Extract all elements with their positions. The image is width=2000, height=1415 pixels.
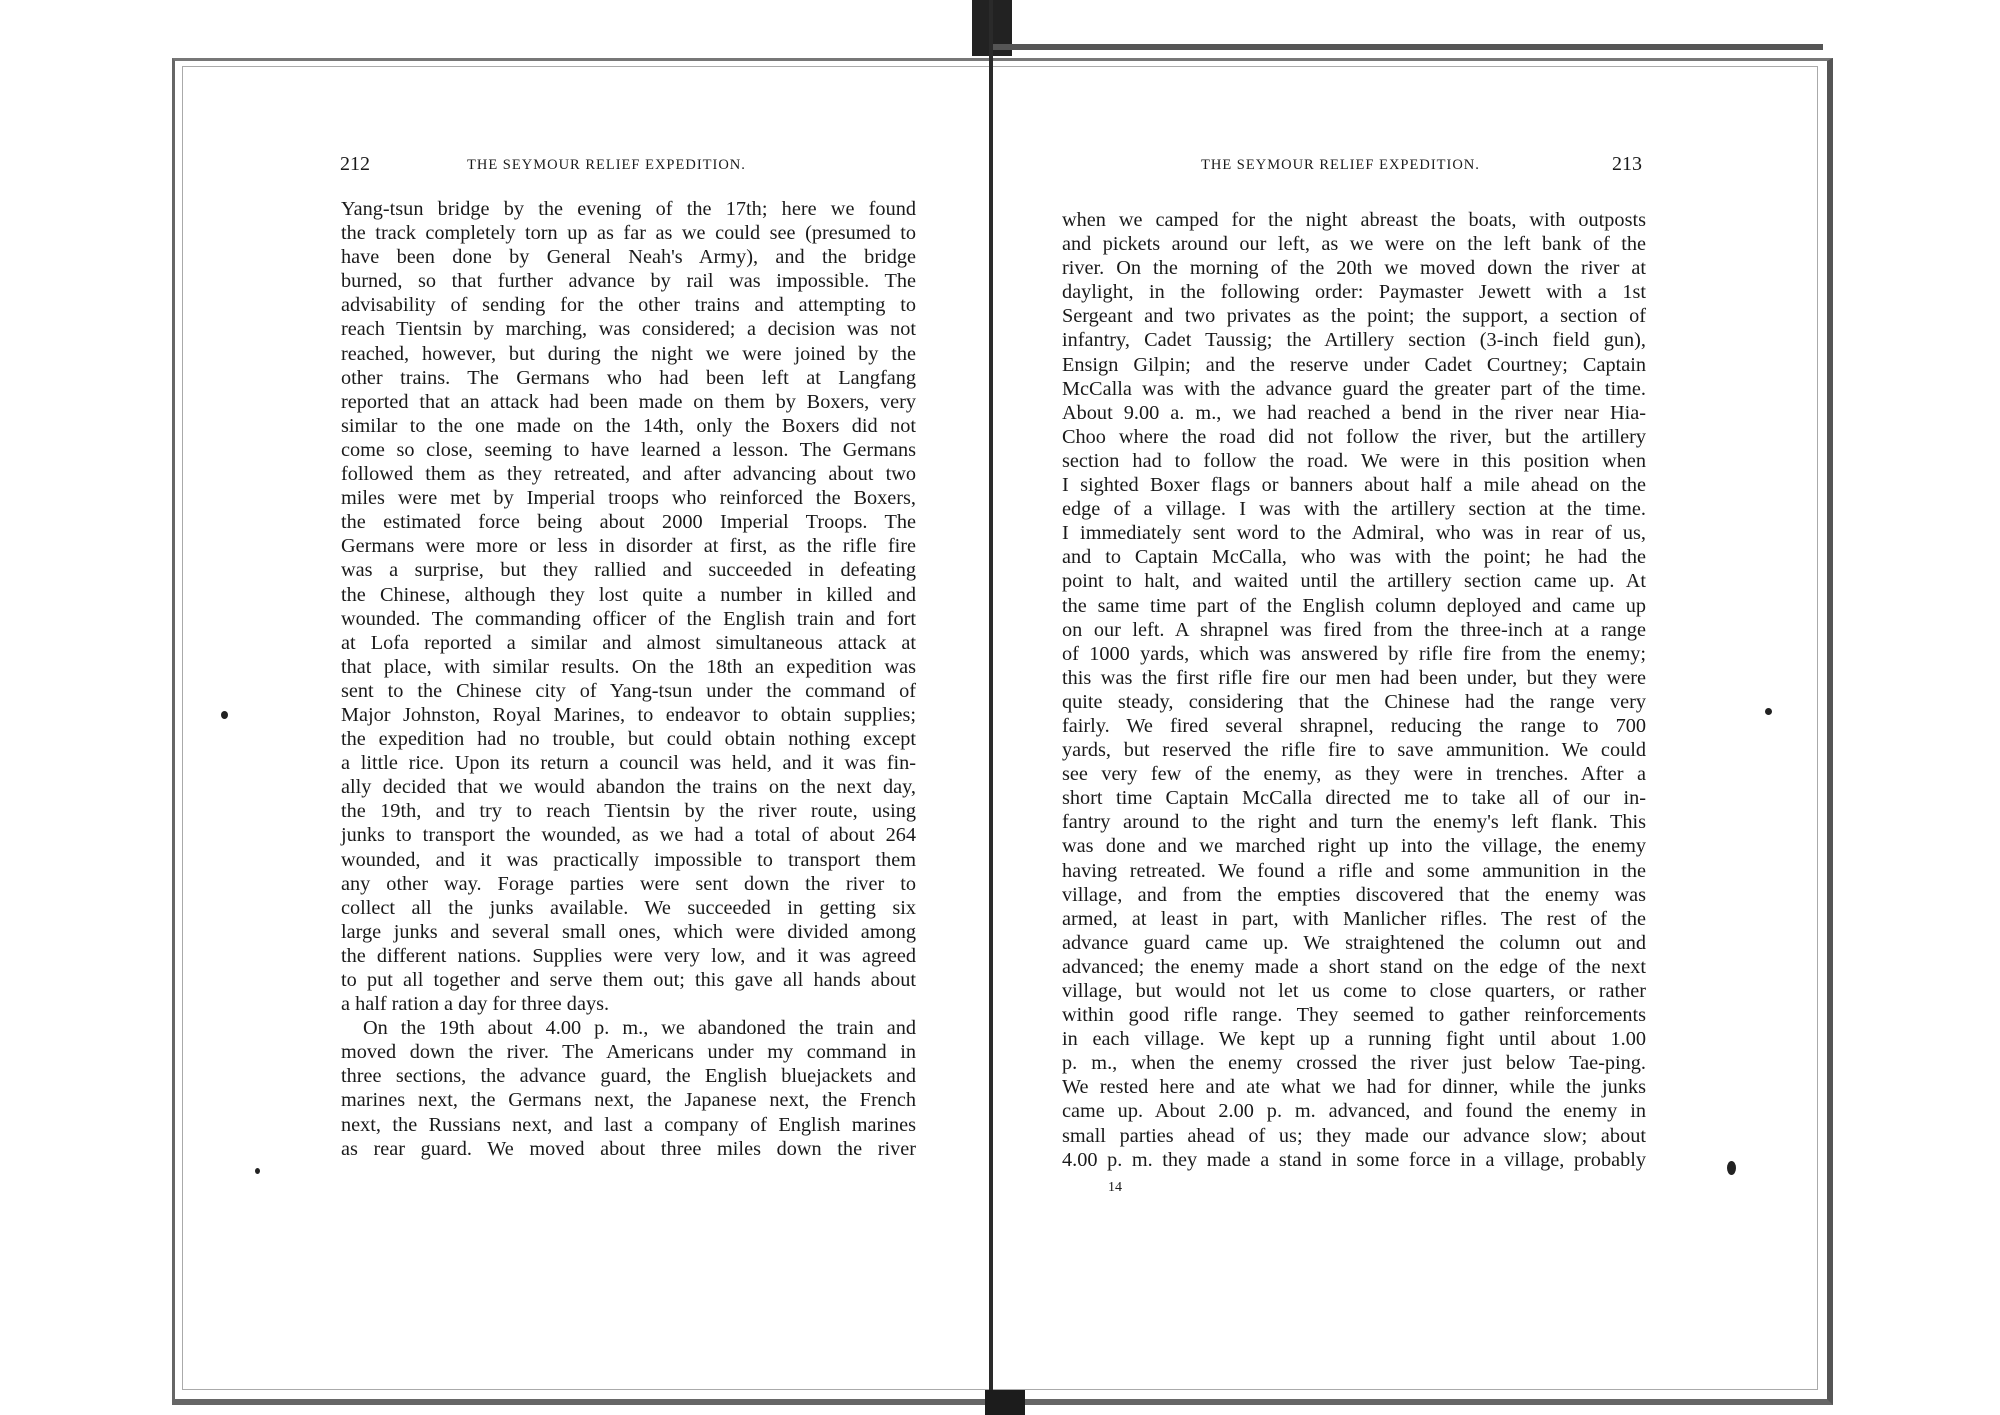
text-line: Ensign Gilpin; and the reserve under Cadet Courtney; Captain [1062, 353, 1646, 376]
body-text [1062, 208, 1646, 1172]
text-line: 4.00 p. m. they made a stand in some force in a village, probably [1062, 1148, 1646, 1171]
text-line: come so close, seeming to have learned a lesson. The Germans [341, 438, 916, 461]
scan-speck [1765, 708, 1772, 715]
text-line: three sections, the advance guard, the English bluejackets and [341, 1065, 916, 1088]
text-line: the different nations. Supplies were very low, and it was agreed [341, 944, 916, 967]
text-line: infantry, Cadet Taussig; the Artillery section (3-inch field gun), [1062, 329, 1646, 352]
text-line: village, and from the empties discovered that the enemy was [1062, 883, 1646, 906]
text-line: have been done by General Neah's Army), and the bridge [341, 246, 916, 269]
text-line: Yang-tsun bridge by the evening of the 17th; here we found [341, 198, 916, 220]
text-line: Major Johnston, Royal Marines, to endeavor to obtain supplies; [341, 703, 916, 726]
text-line: edge of a village. I was with the artillery section at the time. [1062, 498, 1646, 521]
text-line: point to halt, and waited until the artillery section came up. At [1062, 570, 1646, 593]
text-line: large junks and several small ones, which were divided among [341, 920, 916, 943]
text-line: as rear guard. We moved about three miles down the river [341, 1137, 916, 1160]
text-line: a half ration a day for three days. [341, 993, 610, 1016]
text-line: I immediately sent word to the Admiral, who was in rear of us, [1062, 522, 1646, 545]
text-line: p. m., when the enemy crossed the river just below Tae-ping. [1062, 1052, 1646, 1075]
text-line: advanced; the enemy made a short stand on the edge of the next [1062, 955, 1646, 978]
text-line: of 1000 yards, which was answered by rifle fire from the enemy; [1062, 642, 1646, 665]
book-gutter [989, 0, 993, 1390]
text-line: junks to transport the wounded, as we had a total of about 264 [341, 824, 916, 847]
text-line: armed, at least in part, with Manlicher rifles. The rest of the [1062, 907, 1646, 930]
text-line: Choo where the road did not follow the river, but the artillery [1062, 425, 1646, 448]
text-line: that place, with similar results. On the 18th an expedition was [341, 655, 916, 678]
signature-mark: 14 [1108, 1180, 1122, 1195]
text-line: and to Captain McCalla, who was with the point; he had the [1062, 546, 1646, 569]
text-line: advisability of sending for the other trains and attempting to [341, 294, 916, 317]
text-line: On the 19th about 4.00 p. m., we abandoned the train and [363, 1017, 916, 1040]
scan-speck [1727, 1161, 1736, 1175]
text-line: collect all the junks available. We succeeded in getting six [341, 896, 916, 919]
text-line: came up. About 2.00 p. m. advanced, and found the enemy in [1062, 1100, 1646, 1123]
page-number: 213 [1612, 153, 1642, 175]
text-line: wounded, and it was practically impossible to transport them [341, 848, 916, 871]
text-line: a little rice. Upon its return a council was held, and it was fin- [341, 752, 916, 775]
running-head: THE SEYMOUR RELIEF EXPEDITION. [1201, 157, 1480, 173]
text-line: this was the first rifle fire our men had been under, but they were [1062, 666, 1646, 689]
text-line: other trains. The Germans who had been left at Langfang [341, 366, 916, 389]
text-line: when we camped for the night abreast the boats, with outposts [1062, 209, 1646, 231]
text-line: section had to follow the road. We were in this position when [1062, 449, 1646, 472]
page-top-edge [993, 44, 1823, 50]
text-line: to put all together and serve them out; this gave all hands about [341, 969, 916, 991]
text-line: having retreated. We found a rifle and some ammunition in the [1062, 859, 1646, 882]
text-line: reported that an attack had been made on them by Boxers, very [341, 390, 916, 413]
text-line: I sighted Boxer flags or banners about half a mile ahead on the [1062, 474, 1646, 497]
text-line: at Lofa reported a similar and almost simultaneous attack at [341, 631, 916, 654]
text-line: the 19th, and try to reach Tientsin by the river route, using [341, 800, 916, 823]
text-line: reached, however, but during the night we were joined by the [341, 342, 916, 365]
text-line: ally decided that we would abandon the trains on the next day, [341, 776, 916, 799]
scan-speck [221, 711, 228, 719]
text-line: was a surprise, but they rallied and succeeded in defeating [341, 559, 916, 582]
text-line: wounded. The commanding officer of the English train and fort [341, 607, 916, 630]
text-line: the expedition had no trouble, but could obtain nothing except [341, 728, 916, 751]
text-line: on our left. A shrapnel was fired from the three-inch at a range [1062, 618, 1646, 641]
text-line: the track completely torn up as far as we could see (presumed to [341, 222, 916, 245]
text-line: small parties ahead of us; they made our advance slow; about [1062, 1124, 1646, 1147]
text-line: the same time part of the English column deployed and came up [1062, 594, 1646, 617]
text-line: similar to the one made on the 14th, only the Boxers did not [341, 414, 916, 437]
running-head: THE SEYMOUR RELIEF EXPEDITION. [467, 157, 746, 173]
text-line: next, the Russians next, and last a company of English marines [341, 1113, 916, 1136]
page-number: 212 [340, 153, 370, 175]
text-line: burned, so that further advance by rail was impossible. The [341, 270, 916, 293]
text-line: was done and we marched right up into the village, the enemy [1062, 835, 1646, 858]
text-line: see very few of the enemy, as they were in trenches. After a [1062, 763, 1646, 786]
text-line: short time Captain McCalla directed me to take all of our in- [1062, 787, 1646, 810]
text-line: advance guard came up. We straightened the column out and [1062, 931, 1646, 954]
text-line: About 9.00 a. m., we had reached a bend in the river near Hia- [1062, 401, 1646, 424]
text-line: yards, but reserved the rifle fire to save ammunition. We could [1062, 739, 1646, 762]
text-line: river. On the morning of the 20th we moved down the river at [1062, 257, 1646, 280]
text-line: quite steady, considering that the Chinese had the range very [1062, 690, 1646, 713]
text-line: village, but would not let us come to close quarters, or rather [1062, 980, 1646, 1002]
text-line: miles were met by Imperial troops who reinforced the Boxers, [341, 487, 916, 510]
text-line: reach Tientsin by marching, was considered; a decision was not [341, 318, 916, 341]
text-line: We rested here and ate what we had for dinner, while the junks [1062, 1076, 1646, 1099]
text-line: moved down the river. The Americans under my command in [341, 1041, 916, 1064]
text-line: any other way. Forage parties were sent down the river to [341, 872, 916, 895]
text-line: Sergeant and two privates as the point; the support, a section of [1062, 305, 1646, 328]
text-line: McCalla was with the advance guard the greater part of the time. [1062, 377, 1646, 400]
text-line: in each village. We kept up a running fight until about 1.00 [1062, 1028, 1646, 1051]
gutter-shadow-bottom [985, 1390, 1025, 1415]
scan-speck [255, 1168, 260, 1174]
text-line: followed them as they retreated, and after advancing about two [341, 463, 916, 486]
text-line: marines next, the Germans next, the Japanese next, the French [341, 1089, 916, 1112]
text-line: fantry around to the right and turn the enemy's left flank. This [1062, 811, 1646, 834]
text-line: daylight, in the following order: Paymaster Jewett with a 1st [1062, 281, 1646, 304]
body-text [341, 197, 916, 1161]
text-line: and pickets around our left, as we were on the left bank of the [1062, 233, 1646, 256]
text-line: the Chinese, although they lost quite a number in killed and [341, 583, 916, 606]
text-line: Germans were more or less in disorder at first, as the rifle fire [341, 535, 916, 558]
text-line: within good rifle range. They seemed to gather reinforcements [1062, 1004, 1646, 1027]
text-line: fairly. We fired several shrapnel, reducing the range to 700 [1062, 714, 1646, 737]
text-line: sent to the Chinese city of Yang-tsun under the command of [341, 679, 916, 702]
text-line: the estimated force being about 2000 Imperial Troops. The [341, 511, 916, 534]
